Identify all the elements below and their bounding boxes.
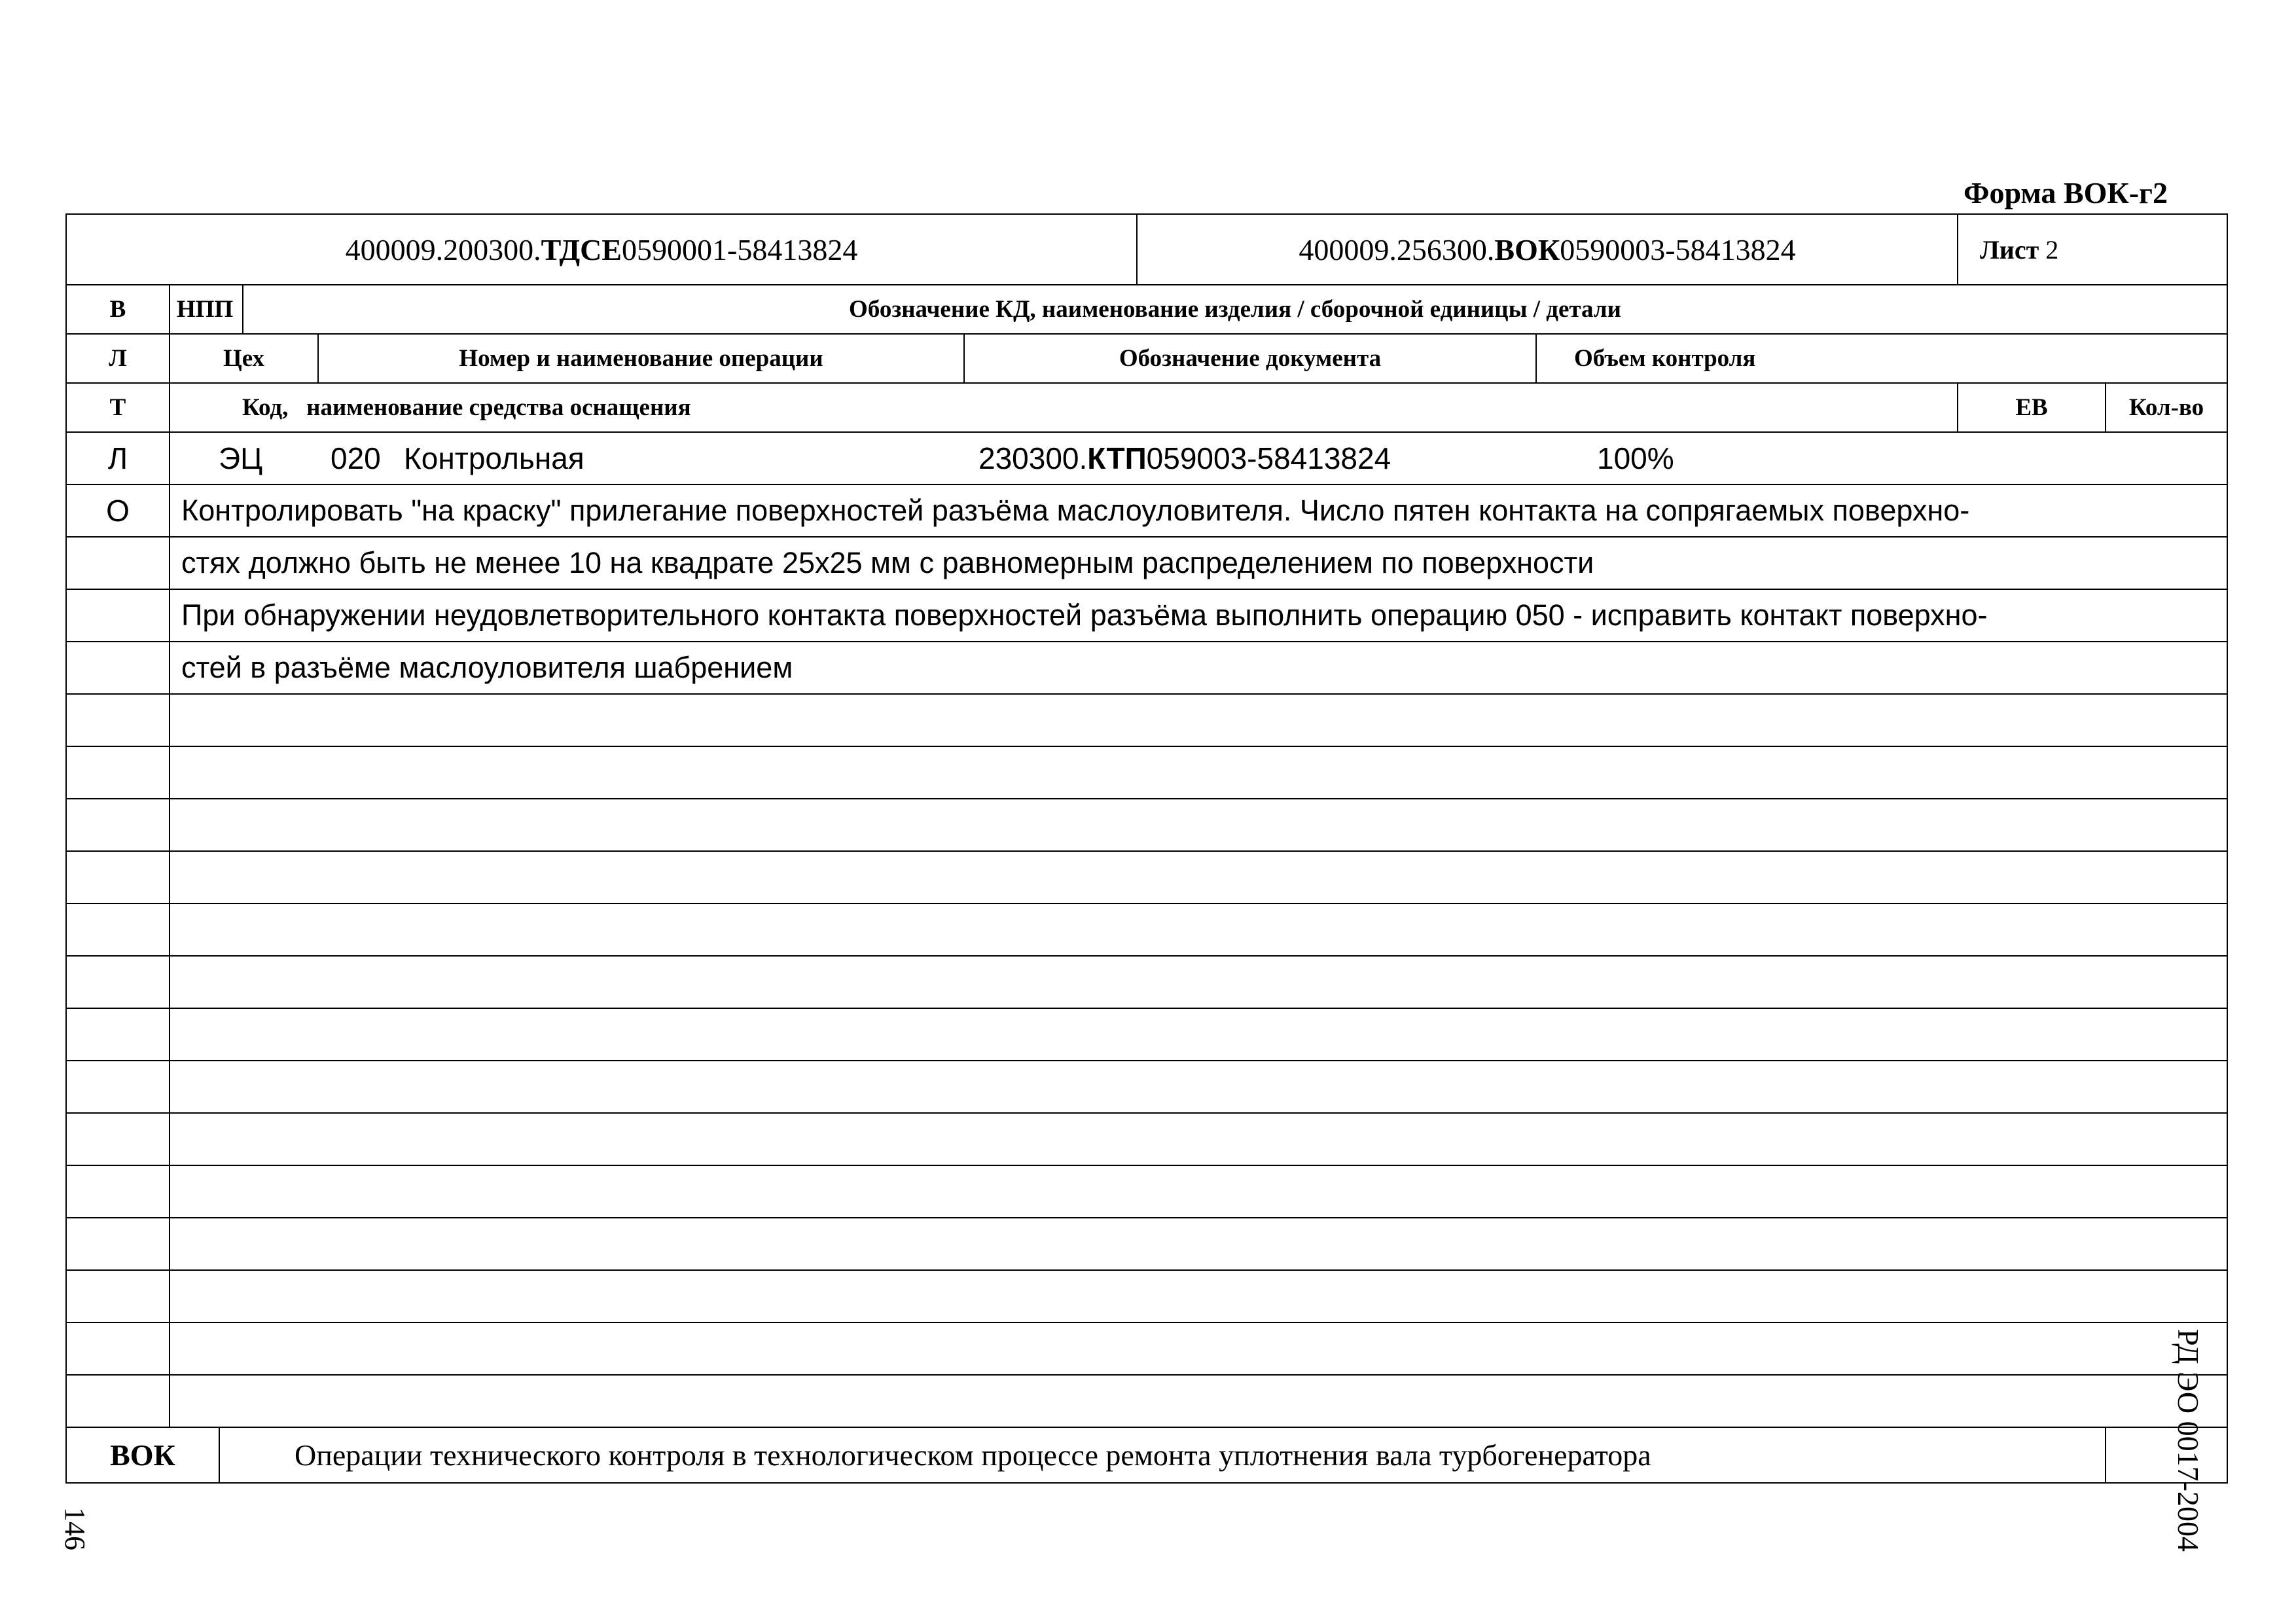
volume-header: Объем контроля [1574,345,1756,372]
footer-description: Операции технического контроля в технологическом процессе ремонта уплотнения вала турбогенератора [295,1438,1651,1472]
unit-header: ЕВ [2015,394,2048,421]
operation-volume: 100% [1597,441,1674,475]
text-row: стей в разъёме маслоуловителя шабрением [181,651,793,684]
operation-name: Контрольная [404,441,584,475]
tdse-designation: 400009.200300. ТДСЕ 0590001-58413824 [345,232,858,266]
form-name: Форма ВОК-г2 [1964,176,2168,210]
row-code-b: В [109,296,126,323]
operation-workshop: ЭЦ [219,441,263,475]
operation-number: 020 [331,441,381,475]
operation-document: 230300. КТП 059003-58413824 [978,441,1391,475]
text-row: стях должно быть не менее 10 на квадрате 25х25 мм с равномерным распределением по поверхности [181,546,1594,579]
row-code-l: Л [109,345,127,372]
operation-row-code: Л [107,441,128,475]
text-row-code [67,590,169,641]
side-standard-number: РД ЭО 0017-2004 [2172,1329,2205,1552]
row-code-t: Т [109,394,126,421]
kd-designation-header: Обозначение КД, наименование изделия / сборочной единицы / детали [849,296,1621,323]
text-row: При обнаружении неудовлетворительного контакта поверхностей разъёма выполнить операцию 050 - исправить контакт поверхно- [181,598,1988,632]
text-row: Контролировать "на краску" прилегание поверхностей разъёма маслоуловителя. Число пятен контакта на сопрягаемых поверхно- [181,494,1970,527]
footer-code: ВОК [110,1438,175,1472]
document-header: Обозначение документа [1119,345,1382,372]
text-row-code [67,642,169,693]
operation-header: Номер и наименование операции [459,345,823,372]
page-number: 146 [59,1507,91,1550]
sheet-number: Лист 2 [1980,234,2059,264]
npp-label: НПП [177,296,234,323]
quantity-header: Кол-во [2128,394,2204,421]
workshop-header: Цех [223,345,264,372]
vok-designation: 400009.256300. ВОК 0590003-58413824 [1299,232,1796,266]
text-row-code: О [106,494,130,528]
text-row-code [67,538,169,589]
equipment-header: Код, наименование средства оснащения [242,394,691,421]
